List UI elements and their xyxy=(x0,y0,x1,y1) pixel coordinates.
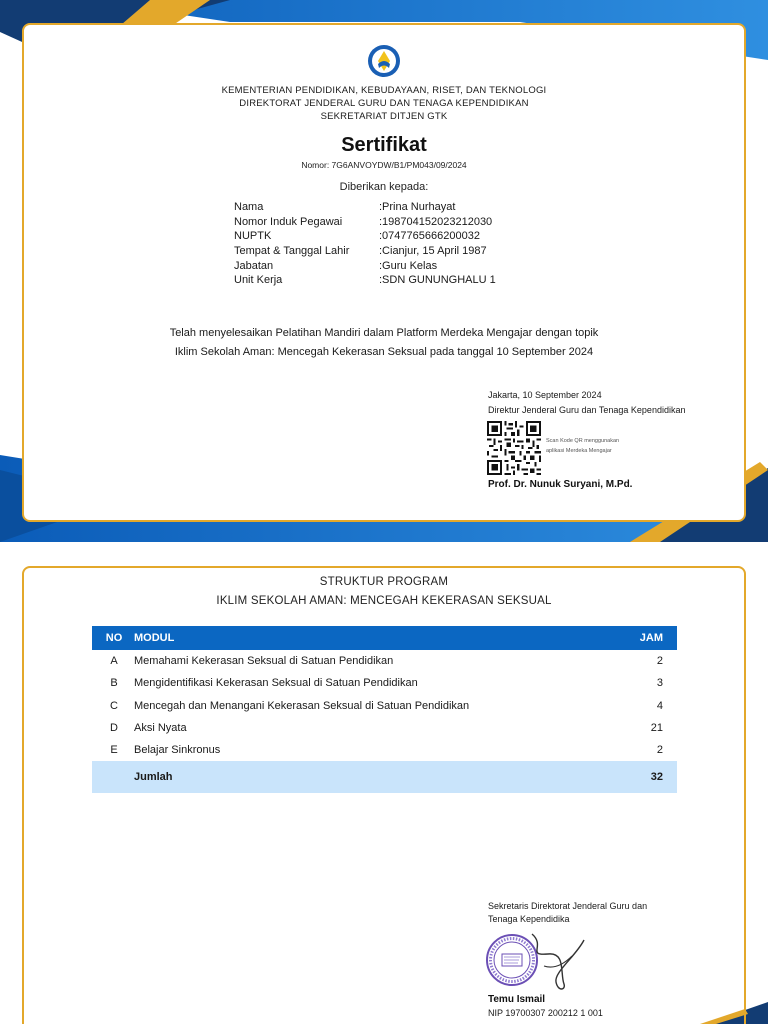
field-label-name: Nama xyxy=(234,201,264,213)
column-header-module: MODUL xyxy=(134,632,175,644)
qr-code xyxy=(487,421,541,475)
row-module: Aksi Nyata xyxy=(134,721,187,734)
row-hours: 3 xyxy=(656,677,663,690)
field-label-unit: Unit Kerja xyxy=(234,274,283,286)
field-value-nuptk: :0747765666200032 xyxy=(379,230,480,242)
module-table xyxy=(92,626,677,793)
table-row xyxy=(92,739,677,761)
secretary-role-line-2: Tenaga Kependidika xyxy=(488,914,570,924)
tut-wuri-handayani-logo xyxy=(367,44,401,78)
field-label-position: Jabatan xyxy=(234,260,274,272)
row-no: A xyxy=(110,655,118,667)
table-header xyxy=(92,626,677,650)
field-value-unit: :SDN GUNUNGHALU 1 xyxy=(379,274,496,286)
row-module: Mengidentifikasi Kekerasan Seksual di Satuan Pendidikan xyxy=(134,677,418,690)
table-row xyxy=(92,695,677,717)
certificate-title: Sertifikat xyxy=(341,134,427,156)
table-row xyxy=(92,717,677,739)
table-row xyxy=(92,672,677,694)
program-structure-page xyxy=(0,564,768,1024)
row-module: Mencegah dan Menangani Kekerasan Seksual di Satuan Pendidikan xyxy=(134,699,470,712)
given-to-label: Diberikan kepada: xyxy=(339,181,429,193)
row-hours: 4 xyxy=(656,699,663,712)
field-label-nuptk: NUPTK xyxy=(234,230,272,242)
row-no: D xyxy=(110,721,118,734)
row-module: Belajar Sinkronus xyxy=(134,744,221,757)
column-header-no: NO xyxy=(105,632,123,644)
completion-text-line-2: Iklim Sekolah Aman: Mencegah Kekerasan Seksual pada tanggal 10 September 2024 xyxy=(174,346,594,358)
column-header-hours: JAM xyxy=(639,632,663,644)
table-total-row xyxy=(92,761,677,793)
ministry-line-3: SEKRETARIAT DITJEN GTK xyxy=(320,111,448,122)
certificate-number: Nomor: 7G6ANVOYDW/B1/PM043/09/2024 xyxy=(301,160,467,170)
row-module: Memahami Kekerasan Seksual di Satuan Pendidikan xyxy=(134,655,394,667)
table-row xyxy=(92,650,677,672)
secretary-role-line-1: Sekretaris Direktorat Jenderal Guru dan xyxy=(488,901,648,911)
row-hours: 21 xyxy=(650,721,663,734)
secretary-nip: NIP 19700307 200212 1 001 xyxy=(488,1008,603,1018)
row-hours: 2 xyxy=(656,744,663,757)
program-title-line-1: STRUKTUR PROGRAM xyxy=(319,576,449,588)
program-title-line-2: IKLIM SEKOLAH AMAN: MENCEGAH KEKERASAN SEKSUAL xyxy=(216,595,552,607)
signatory-name: Prof. Dr. Nunuk Suryani, M.Pd. xyxy=(488,479,633,490)
field-label-birth: Tempat & Tanggal Lahir xyxy=(234,245,350,257)
signature-role: Direktur Jenderal Guru dan Tenaga Kependidikan xyxy=(488,405,686,415)
official-stamp-signature xyxy=(486,926,590,996)
row-no: C xyxy=(110,699,118,712)
total-label: Jumlah xyxy=(134,771,173,784)
qr-note-line-1: Scan Kode QR menggunakan xyxy=(546,438,620,444)
field-value-position: :Guru Kelas xyxy=(379,260,438,272)
qr-note-line-2: aplikasi Merdeka Mengajar xyxy=(546,448,612,454)
row-no: E xyxy=(110,744,118,757)
total-hours: 32 xyxy=(650,771,663,784)
field-value-name: :Prina Nurhayat xyxy=(379,201,456,213)
ministry-line-2: DIREKTORAT JENDERAL GURU DAN TENAGA KEPENDIDIKAN xyxy=(239,98,529,109)
page-gap xyxy=(0,542,768,564)
row-hours: 2 xyxy=(656,655,663,667)
ministry-line-1: KEMENTERIAN PENDIDIKAN, KEBUDAYAAN, RISET, DAN TEKNOLOGI xyxy=(221,85,547,96)
signature-place-date: Jakarta, 10 September 2024 xyxy=(488,390,602,400)
field-value-birth: :Cianjur, 15 April 1987 xyxy=(379,245,487,257)
row-no: B xyxy=(110,677,118,690)
field-value-nip: :198704152023212030 xyxy=(379,216,493,228)
secretary-name: Temu Ismail xyxy=(488,994,546,1005)
field-label-nip: Nomor Induk Pegawai xyxy=(234,216,343,228)
completion-text-line-1: Telah menyelesaikan Pelatihan Mandiri dalam Platform Merdeka Mengajar dengan topik xyxy=(169,327,599,339)
